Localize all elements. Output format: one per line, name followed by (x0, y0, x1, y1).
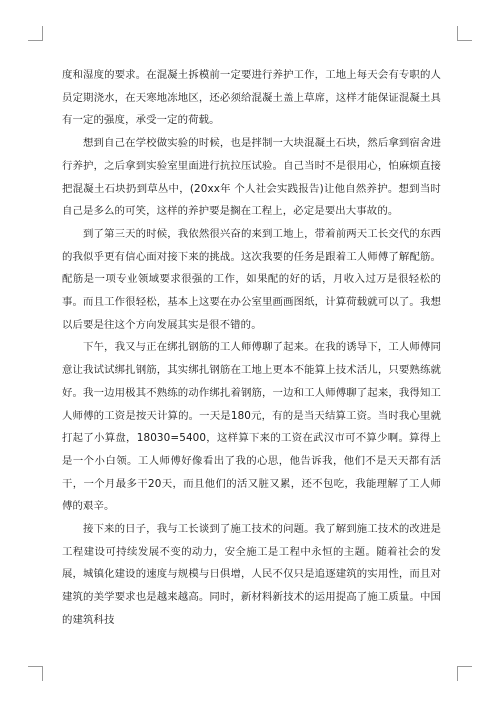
paragraph: 下午，我又与正在绑扎钢筋的工人师傅聊了起来。在我的诱导下，工人师傅同意让我试试绑扎钢筋，其实绑扎钢筋在工地上更本不能算上技术活儿，只要熟练就好。我一边用极其不熟练的动作绑扎着钢筋，一边和工人师傅聊了起来，我得知工人师傅的工资是按天计算的。一天是180元，有的是当天结算工资。当时我心里就打起了小算盘，18030=5400，这样算下来的工资在武汉市可不算少啊。算得上是一个小白领。工人师傅好像看出了我的心思，他告诉我，他们不是天天都有活干，一个月最多干20天，而且他们的活又脏又累，还不包吃，我能理解了工人师傅的艰辛。 (62, 341, 441, 513)
crop-mark-top-left (28, 26, 43, 41)
paragraph: 想到自己在学校做实验的时候，也是拌制一大块混凝土石块，然后拿到宿舍进行养护，之后拿到实验室里面进行抗拉压试验。自己当时不是很用心，怕麻烦直接把混凝土石块扔到草丛中，(20xx年 个人社会实践报告)让他自然养护。想到当时自己是多么的可笑，这样的养护要是搁在工程上，必定是要出大事故的。 (62, 137, 441, 218)
document-body (62, 64, 441, 632)
crop-mark-bottom-right (457, 666, 472, 681)
crop-mark-bottom-left (28, 666, 43, 681)
crop-mark-top-right (457, 26, 472, 41)
paragraph: 到了第三天的时候，我依然很兴奋的来到工地上，带着前两天工长交代的东西的我似乎更有信心面对接下来的挑战。这次我要的任务是跟着工人师傅了解配筋。配筋是一项专业领域要求很强的工作，如果配的好的话，月收入过万是很轻松的事。而且工作很轻松，基本上这要在办公室里画画图纸，计算荷载就可以了。我想以后要是往这个方向发展其实是很不错的。 (62, 227, 441, 331)
paragraph: 接下来的日子，我与工长谈到了施工技术的问题。我了解到施工技术的改进是工程建设可持续发展不变的动力，安全施工是工程中永恒的主题。随着社会的发展，城镇化建设的速度与规模与日俱增，人民不仅只是追逐建筑的实用性，而且对建筑的美学要求也是越来越高。同时，新材料新技术的运用提高了施工质量。中国的建筑科技 (62, 523, 441, 626)
paragraph: 度和湿度的要求。在混凝土拆模前一定要进行养护工作，工地上每天会有专职的人员定期浇水，在天寒地冻地区，还必须给混凝土盖上草席，这样才能保证混凝土具有一定的强度，承受一定的荷载。 (62, 69, 441, 127)
